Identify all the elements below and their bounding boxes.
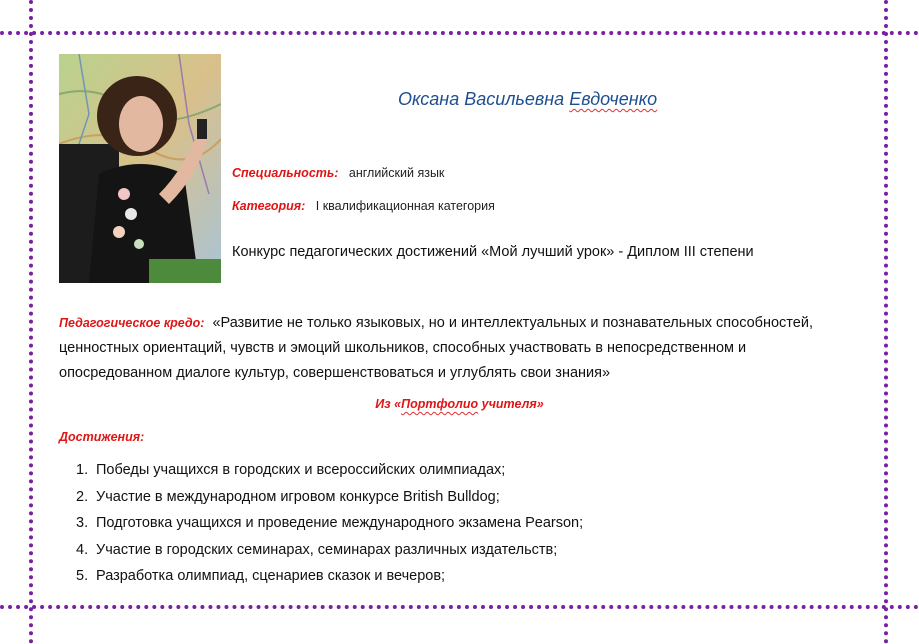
category-value: I квалификационная категория [315,199,495,213]
left-border [29,0,33,644]
portfolio-word: Портфолио [401,397,479,411]
pedagogical-credo [59,311,849,386]
specialty-label: Специальность: [232,166,339,180]
list-item: 5. Разработка олимпиад, сценариев сказок и вечеров; [76,568,446,584]
teacher-photo [59,54,221,283]
contest-award: Конкурс педагогических достижений «Мой лучший урок» - Диплом III степени [232,244,754,260]
bottom-border [0,605,919,609]
right-border [884,0,888,644]
category-label: Категория: [232,199,306,213]
teacher-last-name: Евдоченко [569,89,658,109]
achievements-title: Достижения: [59,430,145,444]
teacher-name: Оксана Васильевна Евдоченко [398,89,658,109]
list-item: 2. Участие в международном игровом конкурсе British Bulldog; [76,488,500,505]
credo-text: «Развитие не только языковых, но и интеллектуальных и познавательных способностей, ценностных ориентаций, чувств и эмоций школьников, способных участвовать в непосредственном и опосредованном диалоге культур, совершенствоваться и углублять свои знания» [59,315,813,381]
specialty-field [232,166,444,180]
source-note: Из «Портфолио учителя» [375,397,544,411]
list-item: 4. Участие в городских семинарах, семинарах различных издательств; [76,541,558,558]
category-field [232,199,495,213]
top-border [0,31,919,35]
list-item: 1. Победы учащихся в городских и всероссийских олимпиадах; [76,462,506,478]
specialty-value: английский язык [348,166,445,180]
credo-label: Педагогическое кредо: [59,316,205,330]
achievements-list [76,457,583,590]
list-item: 3. Подготовка учащихся и проведение международного экзамена Pearson; [76,515,584,531]
